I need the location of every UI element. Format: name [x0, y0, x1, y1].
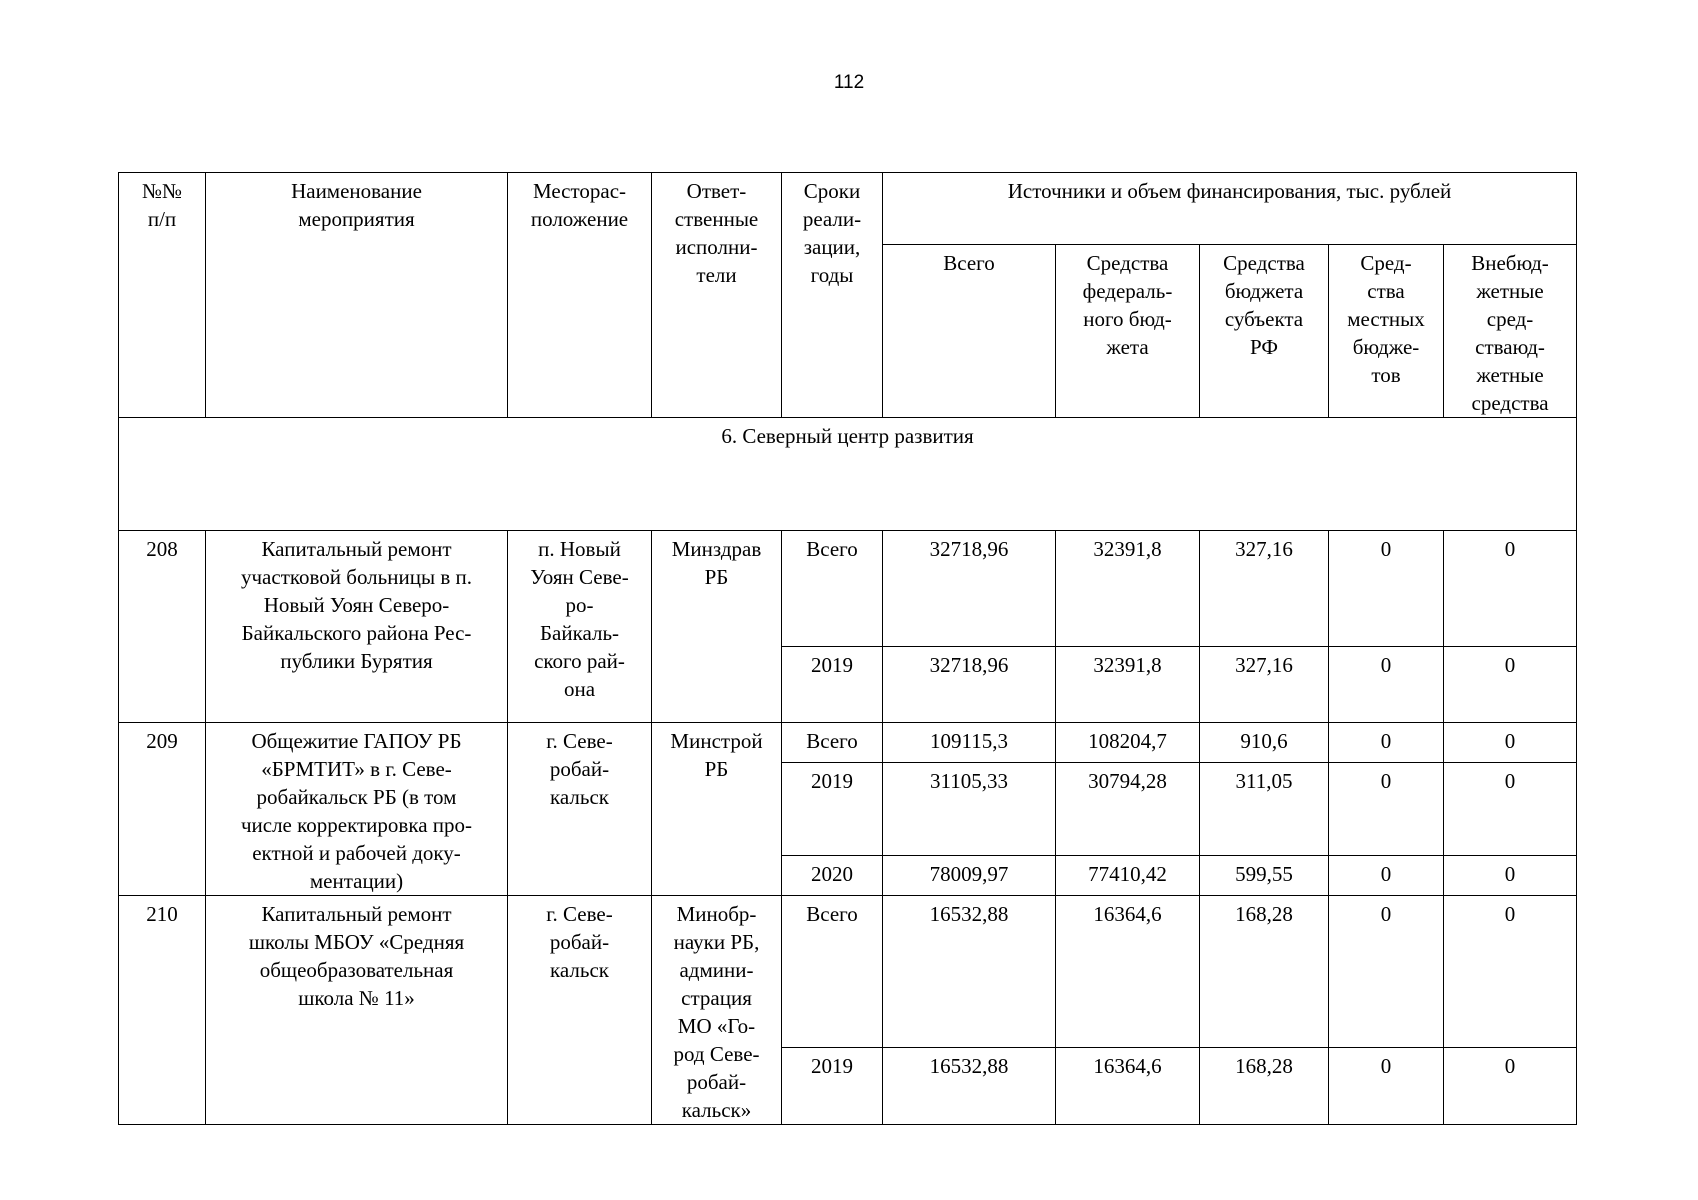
- row-num: 209: [119, 723, 206, 896]
- row-local: 0: [1329, 856, 1444, 896]
- header-federal: Средства федераль- ного бюд- жета: [1056, 245, 1200, 418]
- header-total: Всего: [883, 245, 1056, 418]
- row-regional: 327,16: [1200, 647, 1329, 723]
- row-local: 0: [1329, 896, 1444, 1048]
- row-extra: 0: [1444, 723, 1577, 763]
- row-total: 32718,96: [883, 531, 1056, 647]
- header-row: [119, 173, 1577, 245]
- row-location: г. Севе- робай- кальск: [508, 896, 652, 1125]
- row-extra: 0: [1444, 896, 1577, 1048]
- row-period: 2019: [782, 647, 883, 723]
- row-location: п. Новый Уоян Севе- ро- Байкаль- ского рай- она: [508, 531, 652, 723]
- row-federal: 32391,8: [1056, 531, 1200, 647]
- row-extra: 0: [1444, 762, 1577, 855]
- row-extra: 0: [1444, 647, 1577, 723]
- row-extra: 0: [1444, 531, 1577, 647]
- financing-table: [118, 172, 1577, 1125]
- row-num: 210: [119, 896, 206, 1125]
- row-num: 208: [119, 531, 206, 723]
- row-total: 16532,88: [883, 1047, 1056, 1124]
- header-local: Сред- ства местных бюдже- тов: [1329, 245, 1444, 418]
- row-period: 2020: [782, 856, 883, 896]
- header-sources-title: Источники и объем финансирования, тыс. рублей: [883, 173, 1577, 245]
- header-location: Месторас- положение: [508, 173, 652, 418]
- row-responsible: Минстрой РБ: [652, 723, 782, 896]
- row-federal: 30794,28: [1056, 762, 1200, 855]
- header-regional: Средства бюджета субъекта РФ: [1200, 245, 1329, 418]
- row-period: Всего: [782, 723, 883, 763]
- row-federal: 16364,6: [1056, 1047, 1200, 1124]
- row-local: 0: [1329, 1047, 1444, 1124]
- row-period: Всего: [782, 896, 883, 1048]
- row-responsible: Минздрав РБ: [652, 531, 782, 723]
- row-location: г. Севе- робай- кальск: [508, 723, 652, 896]
- row-extra: 0: [1444, 856, 1577, 896]
- section-title: 6. Северный центр развития: [119, 418, 1577, 531]
- row-period: 2019: [782, 1047, 883, 1124]
- row-regional: 168,28: [1200, 896, 1329, 1048]
- row-total: 16532,88: [883, 896, 1056, 1048]
- row-federal: 77410,42: [1056, 856, 1200, 896]
- header-responsible: Ответ- ственные исполни- тели: [652, 173, 782, 418]
- row-local: 0: [1329, 762, 1444, 855]
- row-federal: 108204,7: [1056, 723, 1200, 763]
- row-name: Капитальный ремонт школы МБОУ «Средняя общеобразовательная школа № 11»: [206, 896, 508, 1125]
- page-number: 112: [833, 72, 865, 93]
- row-federal: 16364,6: [1056, 896, 1200, 1048]
- row-period: 2019: [782, 762, 883, 855]
- row-name: Капитальный ремонт участковой больницы в п. Новый Уоян Северо- Байкальского района Рес- публики Бурятия: [206, 531, 508, 723]
- header-extra: Внебюд- жетные сред- стваюд- жетные средства: [1444, 245, 1577, 418]
- section-row: [119, 418, 1577, 531]
- row-regional: 599,55: [1200, 856, 1329, 896]
- row-responsible: Минобр- науки РБ, админи- страция МО «Го- род Севе- робай- кальск»: [652, 896, 782, 1125]
- row-regional: 910,6: [1200, 723, 1329, 763]
- row-period: Всего: [782, 531, 883, 647]
- header-num: №№ п/п: [119, 173, 206, 418]
- row-total: 78009,97: [883, 856, 1056, 896]
- row-total: 31105,33: [883, 762, 1056, 855]
- row-local: 0: [1329, 723, 1444, 763]
- row-regional: 311,05: [1200, 762, 1329, 855]
- header-period: Сроки реали- зации, годы: [782, 173, 883, 418]
- row-local: 0: [1329, 531, 1444, 647]
- row-total: 109115,3: [883, 723, 1056, 763]
- row-federal: 32391,8: [1056, 647, 1200, 723]
- row-extra: 0: [1444, 1047, 1577, 1124]
- table-row: [119, 723, 1577, 763]
- row-local: 0: [1329, 647, 1444, 723]
- table-row: [119, 896, 1577, 1048]
- row-name: Общежитие ГАПОУ РБ «БРМТИТ» в г. Севе- робайкальск РБ (в том числе корректировка про- ектной и рабочей доку- ментации): [206, 723, 508, 896]
- row-total: 32718,96: [883, 647, 1056, 723]
- table-row: [119, 531, 1577, 647]
- header-name: Наименование мероприятия: [206, 173, 508, 418]
- row-regional: 168,28: [1200, 1047, 1329, 1124]
- row-regional: 327,16: [1200, 531, 1329, 647]
